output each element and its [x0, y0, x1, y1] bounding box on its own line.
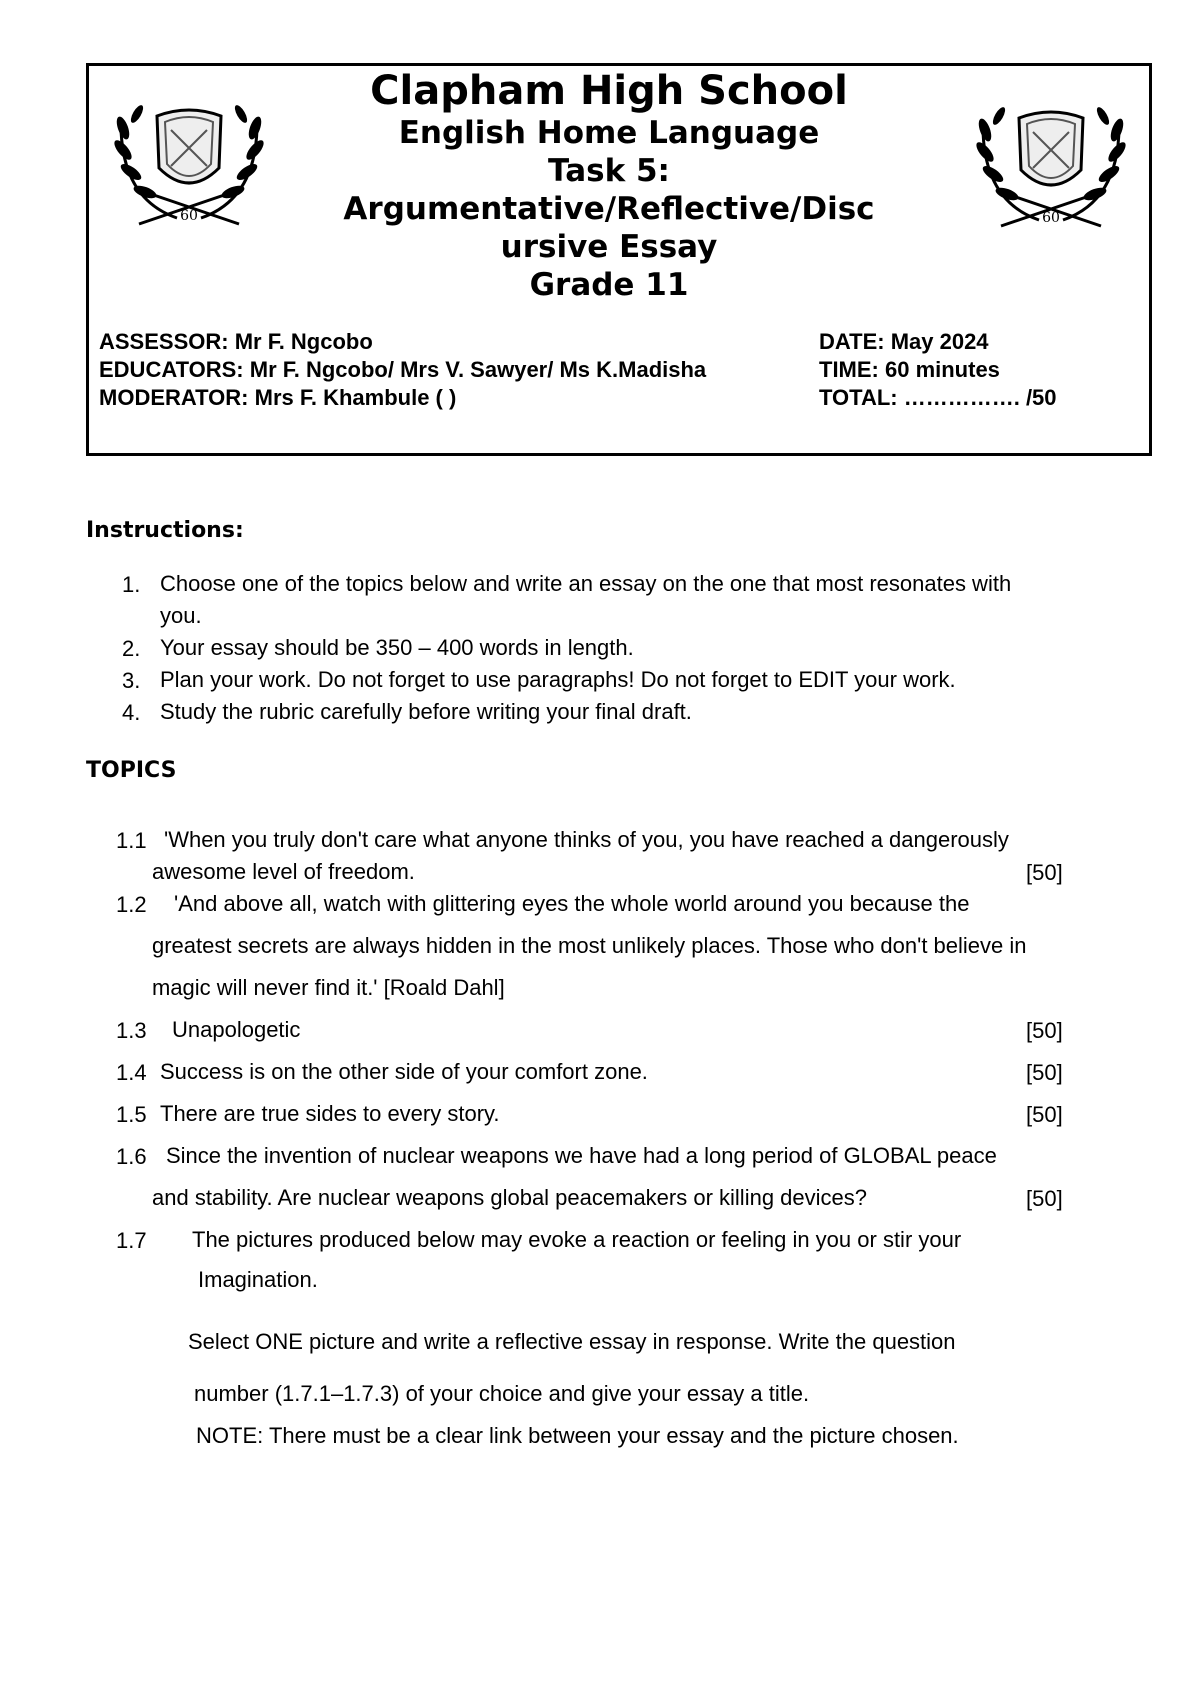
school-crest-right — [961, 80, 1141, 230]
staff-details — [99, 328, 706, 412]
instruction-number: 1. — [122, 572, 141, 597]
title-block — [279, 66, 939, 304]
topic-select-instruction: Select ONE picture and write a reflective essay in response. Write the question — [188, 1329, 956, 1354]
topic-text-cont: greatest secrets are always hidden in the most unlikely places. Those who don't believe in — [152, 933, 1027, 958]
topic-number: 1.2 — [116, 892, 147, 917]
topic-text: Success is on the other side of your comfort zone. — [160, 1059, 648, 1084]
topic-number: 1.4 — [116, 1060, 147, 1085]
topic-text-cont: Imagination. — [198, 1267, 318, 1292]
instruction-number: 3. — [122, 668, 141, 693]
grade: Grade 11 — [529, 267, 689, 303]
school-name: Clapham High School — [370, 68, 848, 114]
topic-number: 1.5 — [116, 1102, 147, 1127]
assessor: ASSESSOR: Mr F. Ngcobo — [99, 329, 373, 354]
instructions-heading: Instructions: — [86, 518, 244, 543]
instruction-number: 2. — [122, 636, 141, 661]
topic-text-cont: and stability. Are nuclear weapons global peacemakers or killing devices? — [152, 1185, 867, 1210]
instruction-text: Plan your work. Do not forget to use paragraphs! Do not forget to EDIT your work. — [160, 667, 956, 692]
topic-text: Unapologetic — [172, 1017, 301, 1042]
moderator: MODERATOR: Mrs F. Khambule ( ) — [99, 385, 457, 410]
topic-number: 1.6 — [116, 1144, 147, 1169]
topics-heading: TOPICS — [86, 758, 177, 783]
topic-mark: [50] — [1026, 1102, 1063, 1127]
topic-number: 1.7 — [116, 1228, 147, 1253]
essay-type-line1: Argumentative/Reflective/Disc — [343, 191, 875, 227]
essay-type-line2: ursive Essay — [500, 229, 718, 265]
topic-text: Since the invention of nuclear weapons we have had a long period of GLOBAL peace — [166, 1143, 997, 1168]
topic-number: 1.1 — [116, 828, 147, 853]
topic-text: 'When you truly don't care what anyone thinks of you, you have reached a dangerously — [164, 827, 1009, 852]
topic-mark: [50] — [1026, 1018, 1063, 1043]
topic-select-instruction-cont: number (1.7.1–1.7.3) of your choice and give your essay a title. — [194, 1381, 810, 1406]
exam-time: TIME: 60 minutes — [819, 357, 1000, 382]
school-crest-left — [99, 78, 279, 228]
topic-text: The pictures produced below may evoke a reaction or feeling in you or stir your — [192, 1227, 962, 1252]
instruction-text: Study the rubric carefully before writing your final draft. — [160, 699, 692, 724]
instruction-number: 4. — [122, 700, 141, 725]
topic-mark: [50] — [1026, 860, 1063, 885]
topic-mark: [50] — [1026, 1060, 1063, 1085]
instruction-text: Your essay should be 350 – 400 words in length. — [160, 635, 634, 660]
topic-text: There are true sides to every story. — [160, 1101, 500, 1126]
crest-number: 60 — [1042, 210, 1060, 226]
topic-text: 'And above all, watch with glittering eyes the whole world around you because the — [174, 891, 970, 916]
task-number: Task 5: — [548, 153, 670, 189]
crest-number: 60 — [180, 208, 198, 224]
instruction-text: Choose one of the topics below and write an essay on the one that most resonates with — [160, 571, 1012, 596]
topic-text-cont: awesome level of freedom. — [152, 859, 415, 884]
topic-text-cont: magic will never find it.' [Roald Dahl] — [152, 975, 505, 1000]
subject: English Home Language — [398, 115, 820, 151]
topic-mark: [50] — [1026, 1186, 1063, 1211]
exam-date: DATE: May 2024 — [819, 329, 989, 354]
header-box — [86, 63, 1152, 456]
educators: EDUCATORS: Mr F. Ngcobo/ Mrs V. Sawyer/ Ms K.Madisha — [99, 357, 707, 382]
topic-number: 1.3 — [116, 1018, 147, 1043]
instruction-text-cont: you. — [160, 603, 202, 628]
topic-note: NOTE: There must be a clear link between your essay and the picture chosen. — [196, 1423, 959, 1448]
exam-total: TOTAL: ……………. /50 — [819, 385, 1057, 410]
exam-details — [819, 328, 1057, 412]
